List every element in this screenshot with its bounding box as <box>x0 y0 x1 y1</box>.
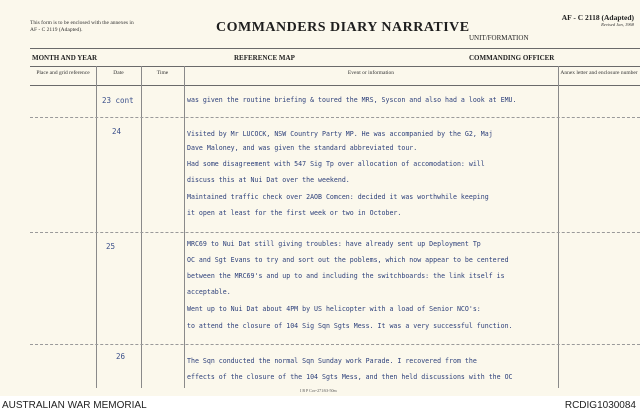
header-rule-bottom <box>30 85 640 86</box>
col-date-header: Date <box>113 70 124 76</box>
header-rule-top <box>30 48 640 49</box>
col-time-header: Time <box>156 70 169 76</box>
entry-line: discuss this at Nui Dat over the weekend. <box>187 176 350 184</box>
entry-date: 23 cont <box>102 96 134 105</box>
enclosure-notice: This form is to be enclosed with the annexes in AF - C 2119 (Adapted). <box>30 20 134 33</box>
row-divider <box>30 344 640 345</box>
month-year-label: MONTH AND YEAR <box>32 54 98 62</box>
print-note: I B P Cov-271/63-50m <box>300 388 337 393</box>
entry-date: 25 <box>106 242 116 251</box>
entry-line: OC and Sgt Evans to try and sort out the poblems, which now appear to be centered <box>187 256 509 264</box>
entry-date: 24 <box>112 127 122 136</box>
page-title: COMMANDERS DIARY NARRATIVE <box>216 20 470 35</box>
entry-line: it open at least for the first week or two in October. <box>187 209 402 217</box>
entry-line: between the MRC69's and up to and including the switchboards: the link itself is <box>187 272 505 280</box>
entry-line: Visited by Mr LUCOCK, NSW Country Party MP. He was accompanied by the G2, Maj <box>187 130 493 138</box>
entry-line: effects of the closure of the 104 Sgts Mess, and then held discussions with the OC <box>187 373 513 381</box>
col-place-header: Place and grid reference <box>36 70 90 76</box>
header-rule-mid <box>30 66 640 67</box>
revised-date: Revised Jan, 1968 <box>601 22 634 27</box>
entry-line: acceptable. <box>187 288 231 296</box>
col-event-header: Event or information <box>347 70 395 76</box>
entry-line: Dave Maloney, and was given the standard abbreviated tour. <box>187 144 418 152</box>
commanding-officer-label: COMMANDING OFFICER <box>469 54 555 62</box>
row-divider <box>30 117 640 118</box>
entry-line: was given the routine briefing & toured the MRS, Syscon and also had a look at EMU. <box>187 96 517 104</box>
unit-formation-label: UNIT/FORMATION <box>469 34 529 42</box>
archive-id: RCDIG1030084 <box>564 400 636 411</box>
entry-line: The Sqn conducted the normal Sqn Sunday work Parade. I recovered from the <box>187 357 477 365</box>
col-divider <box>184 66 185 388</box>
row-divider <box>30 232 640 233</box>
entry-line: Had some disagreement with 547 Sig Tp over allocation of accomodation: will <box>187 160 485 168</box>
col-divider <box>96 66 97 388</box>
col-divider <box>141 66 142 388</box>
entry-date: 26 <box>116 352 126 361</box>
col-divider <box>558 66 559 388</box>
entry-line: Went up to Nui Dat about 4PM by US helicopter with a load of Senior NCO's: <box>187 305 481 313</box>
reference-map-label: REFERENCE MAP <box>234 54 295 62</box>
col-annex-header: Annex letter and enclosure number <box>560 70 638 76</box>
entry-line: Maintained traffic check over 2AOB Comcen: decided it was worthwhile keeping <box>187 193 489 201</box>
archive-label: AUSTRALIAN WAR MEMORIAL <box>2 400 147 411</box>
entry-line: to attend the closure of 104 Sig Sqn Sgts Mess. It was a very successful function. <box>187 322 513 330</box>
form-id: AF - C 2118 (Adapted) <box>561 13 634 22</box>
entry-line: MRC69 to Nui Dat still giving troubles: have already sent up Deployment Tp <box>187 240 481 248</box>
